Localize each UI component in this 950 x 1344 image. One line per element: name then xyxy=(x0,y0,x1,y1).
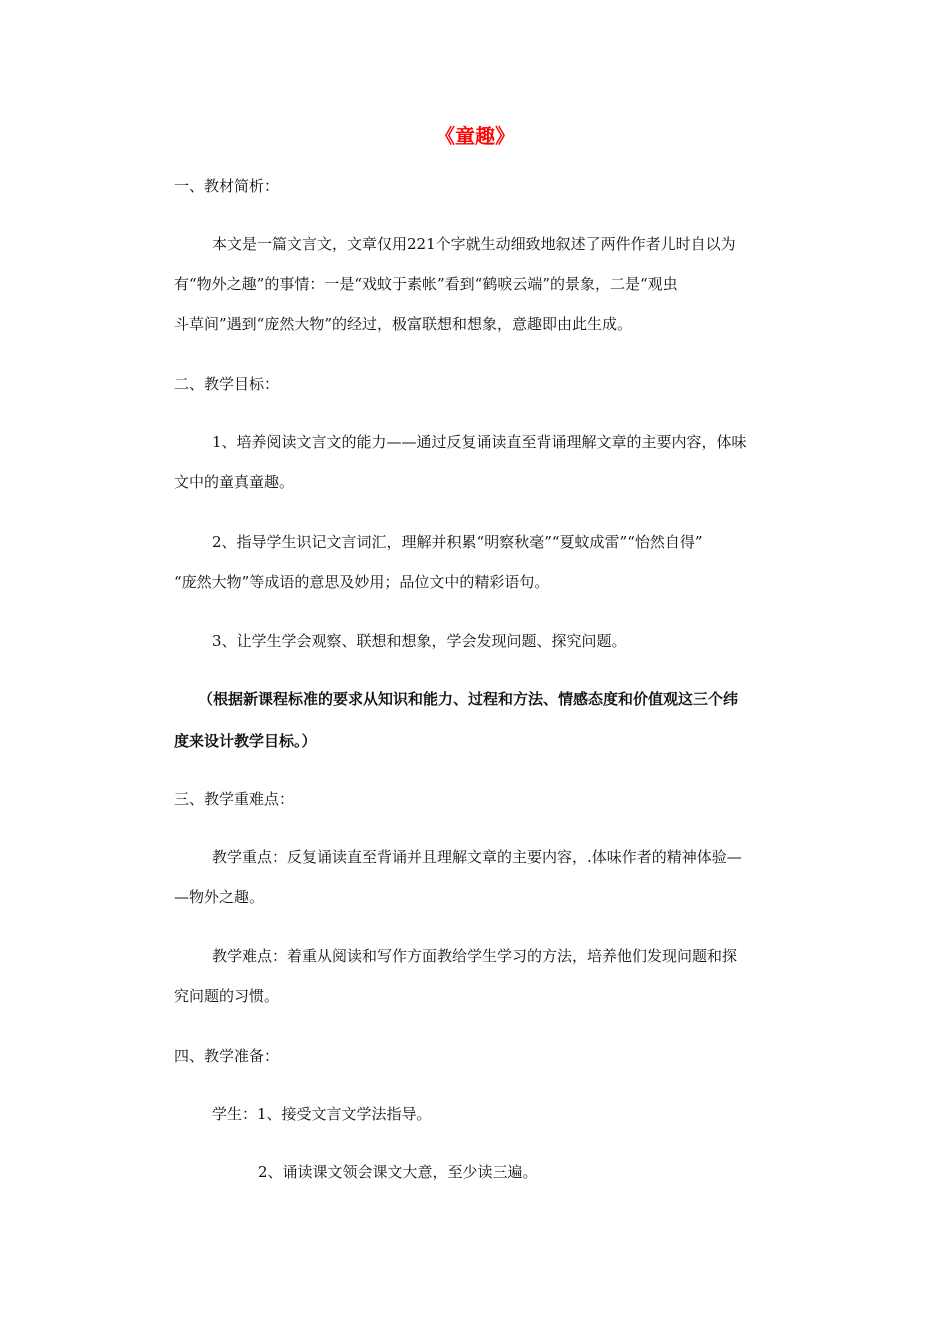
difficult-point-line-1: 教学难点：着重从阅读和写作方面教给学生学习的方法，培养他们发现问题和探 xyxy=(212,947,738,965)
goal-2-line-2: “庞然大物”等成语的意思及妙用；品位文中的精彩语句。 xyxy=(174,573,550,591)
section-heading-analysis: 一、教材简析： xyxy=(174,177,280,195)
analysis-line-3: 斗草间”遇到“庞然大物”的经过，极富联想和想象，意趣即由此生成。 xyxy=(174,315,633,333)
analysis-line-2: 有“物外之趣”的事情：一是“戏蚊于素帐”看到“鹤唳云端”的景象，二是“观虫 xyxy=(174,275,678,293)
goals-note-line-1: （根据新课程标准的要求从知识和能力、过程和方法、情感态度和价值观这三个纬 xyxy=(198,690,739,708)
key-point-line-2: —物外之趣。 xyxy=(174,888,265,906)
section-heading-preparation: 四、教学准备： xyxy=(174,1047,280,1065)
goal-2-line-1: 2、指导学生识记文言词汇，理解并积累“明察秋毫”“夏蚊成雷”“怡然自得” xyxy=(212,533,703,551)
preparation-item-2: 2、诵读课文领会课文大意，至少读三遍。 xyxy=(258,1163,538,1181)
preparation-item-1: 学生：1、接受文言文学法指导。 xyxy=(212,1105,432,1123)
difficult-point-line-2: 究问题的习惯。 xyxy=(174,987,280,1005)
analysis-line-1: 本文是一篇文言文，文章仅用221个字就生动细致地叙述了两件作者儿时自以为 xyxy=(212,235,736,253)
document-title: 《童趣》 xyxy=(435,124,515,148)
goals-note-line-2: 度来设计教学目标。） xyxy=(174,732,317,750)
key-point-line-1: 教学重点：反复诵读直至背诵并且理解文章的主要内容，.体味作者的精神体验— xyxy=(212,848,742,866)
section-heading-key-points: 三、教学重难点： xyxy=(174,790,295,808)
goal-1-line-2: 文中的童真童趣。 xyxy=(174,473,295,491)
section-heading-goals: 二、教学目标： xyxy=(174,375,280,393)
goal-1-line-1: 1、培养阅读文言文的能力——通过反复诵读直至背诵理解文章的主要内容，体味 xyxy=(212,433,747,451)
goal-3: 3、让学生学会观察、联想和想象，学会发现问题、探究问题。 xyxy=(212,632,627,650)
